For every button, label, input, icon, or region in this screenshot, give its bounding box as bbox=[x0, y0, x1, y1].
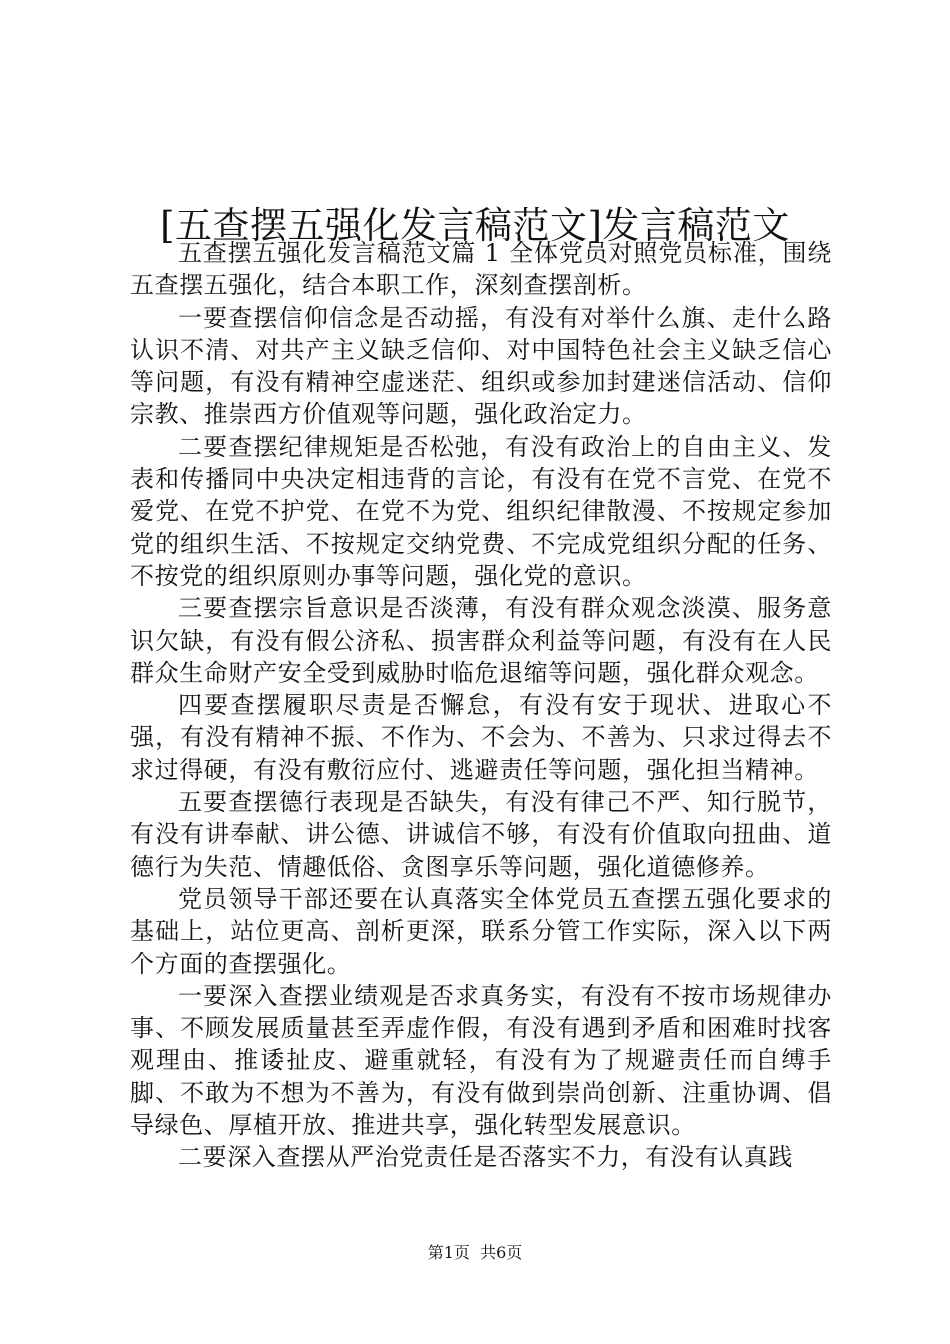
paragraph-leaders: 党员领导干部还要在认真落实全体党员五查摆五强化要求的基础上，站位更高、剖析更深，联系分管工作实际，深入以下两个方面的查摆强化。 bbox=[130, 884, 832, 978]
paragraph-item-1: 一要查摆信仰信念是否动摇，有没有对举什么旗、走什么路认识不清、对共产主义缺乏信仰、对中国特色社会主义缺乏信心等问题，有没有精神空虚迷茫、组织或参加封建迷信活动、信仰宗教、推崇西方价值观等问题，强化政治定力。 bbox=[130, 303, 832, 429]
paragraph-leaders-1: 一要深入查摆业绩观是否求真务实，有没有不按市场规律办事、不顾发展质量甚至弄虚作假，有没有遇到矛盾和困难时找客观理由、推诿扯皮、避重就轻，有没有为了规避责任而自缚手脚、不敢为不想为不善为，有没有做到崇尚创新、注重协调、倡导绿色、厚植开放、推进共享，强化转型发展意识。 bbox=[130, 981, 832, 1140]
paragraph-intro: 五查摆五强化发言稿范文篇 1 全体党员对照党员标准，围绕五查摆五强化，结合本职工作，深刻查摆剖析。 bbox=[130, 239, 832, 300]
document-body bbox=[130, 237, 832, 1174]
paragraph-item-2: 二要查摆纪律规矩是否松弛，有没有政治上的自由主义、发表和传播同中央决定相违背的言论，有没有在党不言党、在党不爱党、在党不护党、在党不为党、组织纪律散漫、不按规定参加党的组织生活、不按规定交纳党费、不完成党组织分配的任务、不按党的组织原则办事等问题，强化党的意识。 bbox=[130, 432, 832, 590]
paragraph-item-3: 三要查摆宗旨意识是否淡薄，有没有群众观念淡漠、服务意识欠缺，有没有假公济私、损害群众利益等问题，有没有在人民群众生命财产安全受到威胁时临危退缩等问题，强化群众观念。 bbox=[130, 594, 832, 687]
page-number-footer: 第1页 共6页 bbox=[427, 1243, 523, 1262]
paragraph-leaders-2: 二要深入查摆从严治党责任是否落实不力，有没有认真践 bbox=[178, 1143, 793, 1172]
document-title: [五查摆五强化发言稿范文]发言稿范文 bbox=[160, 203, 790, 247]
paragraph-item-5: 五要查摆德行表现是否缺失，有没有律己不严、知行脱节，有没有讲奉献、讲公德、讲诚信不够，有没有价值取向扭曲、道德行为失范、情趣低俗、贪图享乐等问题，强化道德修养。 bbox=[130, 788, 832, 881]
paragraph-item-4: 四要查摆履职尽责是否懈怠，有没有安于现状、进取心不强，有没有精神不振、不作为、不会为、不善为、只求过得去不求过得硬，有没有敷衍应付、逃避责任等问题，强化担当精神。 bbox=[130, 691, 832, 784]
